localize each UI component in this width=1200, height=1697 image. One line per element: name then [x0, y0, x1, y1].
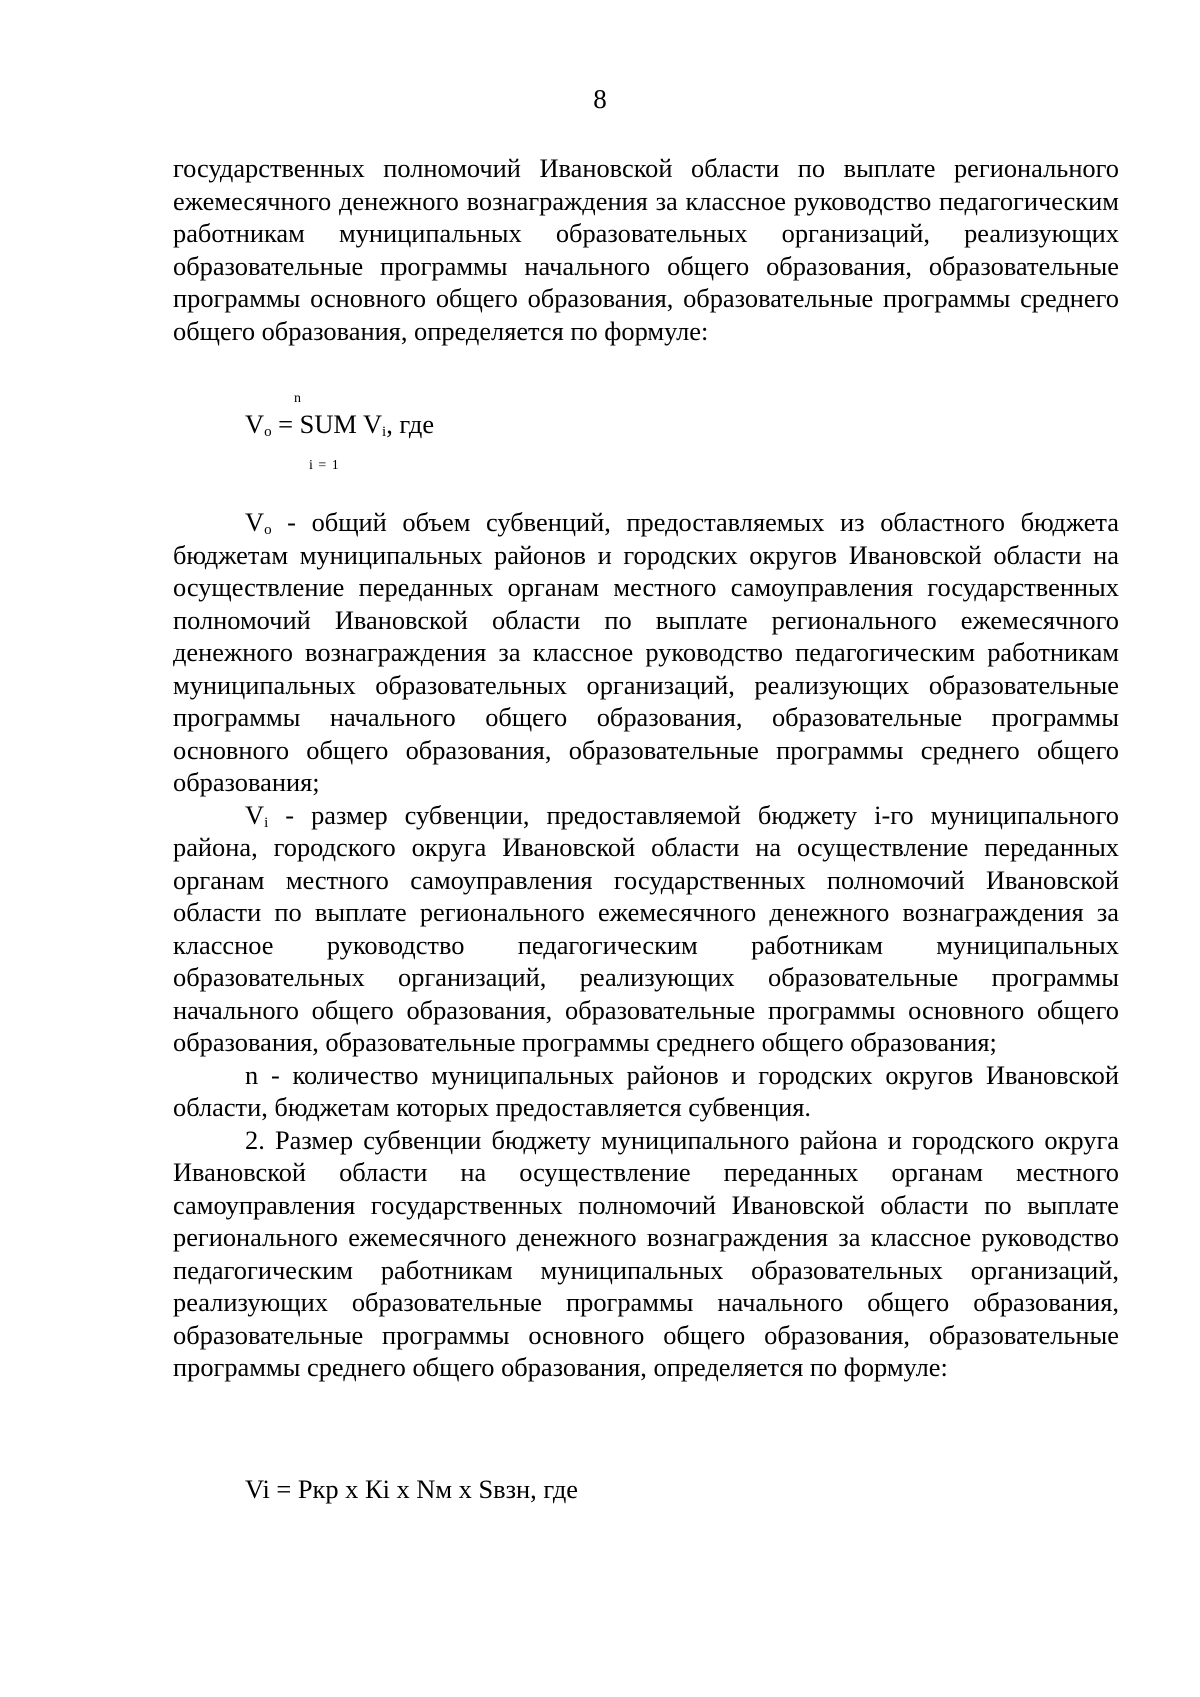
vi-subscript: i: [264, 814, 269, 831]
formula-tail: , где: [386, 409, 435, 439]
sum-lower-limit: i = 1: [309, 458, 340, 473]
vi-definition-text: - размер субвенции, предоставляемой бюджету i-го муниципального района, городского округа Ивановской области на осуществление переданных органам местного самоуправления государственных полномочий Ивановской области по выплате регионального ежемесячного денежного вознаграждения за классное руководство педагогическим работникам муниципальных образовательных организаций, реализующих образовательные программы начального общего образования, образовательные программы основного общего образования, образовательные программы среднего общего образования;: [173, 799, 1119, 1057]
intro-paragraph: государственных полномочий Ивановской области по выплате регионального ежемесячного денежного вознаграждения за классное руководство педагогическим работникам муниципальных образовательных организаций, реализующих образовательные программы начального общего образования, образовательные программы основного общего образования, образовательные программы среднего общего образования, определяется по формуле:: [173, 153, 1119, 346]
vo-symbol: V: [245, 507, 265, 537]
definition-vi: [173, 799, 1119, 1059]
vo-subscript: o: [264, 522, 272, 538]
formula-term-subscript: i: [382, 424, 387, 440]
vo-definition-text: - общий объем субвенций, предоставляемых из областного бюджета бюджетам муниципальных районов и городских округов Ивановской области на осуществление переданных органам местного самоуправления государственных полномочий Ивановской области по выплате регионального ежемесячного денежного вознаграждения за классное руководство педагогическим работникам муниципальных образовательных организаций, реализующих образовательные программы начального общего образования, образовательные программы основного общего образования, образовательные программы среднего общего образования;: [173, 507, 1119, 797]
formula-lhs: V: [245, 409, 265, 439]
definition-vo: [173, 506, 1119, 799]
definitions-block: [173, 506, 1119, 1384]
page-number: 8: [593, 84, 607, 114]
intro-paragraph-block: [173, 152, 1119, 347]
formula-sum: = SUM V: [271, 409, 383, 439]
vi-symbol: V: [245, 799, 265, 830]
formula-lhs-subscript: o: [264, 424, 272, 440]
definition-n: n - количество муниципальных районов и городских округов Ивановской области, бюджетам которых предоставляется субвенция.: [173, 1059, 1119, 1122]
sum-upper-limit: n: [294, 391, 301, 406]
formula-vo-sum: [245, 409, 435, 440]
formula-vi: Vi = Ркр x Кi x Nм x Sвзн, где: [245, 1474, 578, 1504]
clause-2: 2. Размер субвенции бюджету муниципального района и городского округа Ивановской области на осуществление переданных органам местного самоуправления государственных полномочий Ивановской области по выплате регионального ежемесячного денежного вознаграждения за классное руководство педагогическим работникам муниципальных образовательных организаций, реализующих образовательные программы начального общего образования, образовательные программы основного общего образования, образовательные программы среднего общего образования, определяется по формуле:: [173, 1124, 1119, 1382]
